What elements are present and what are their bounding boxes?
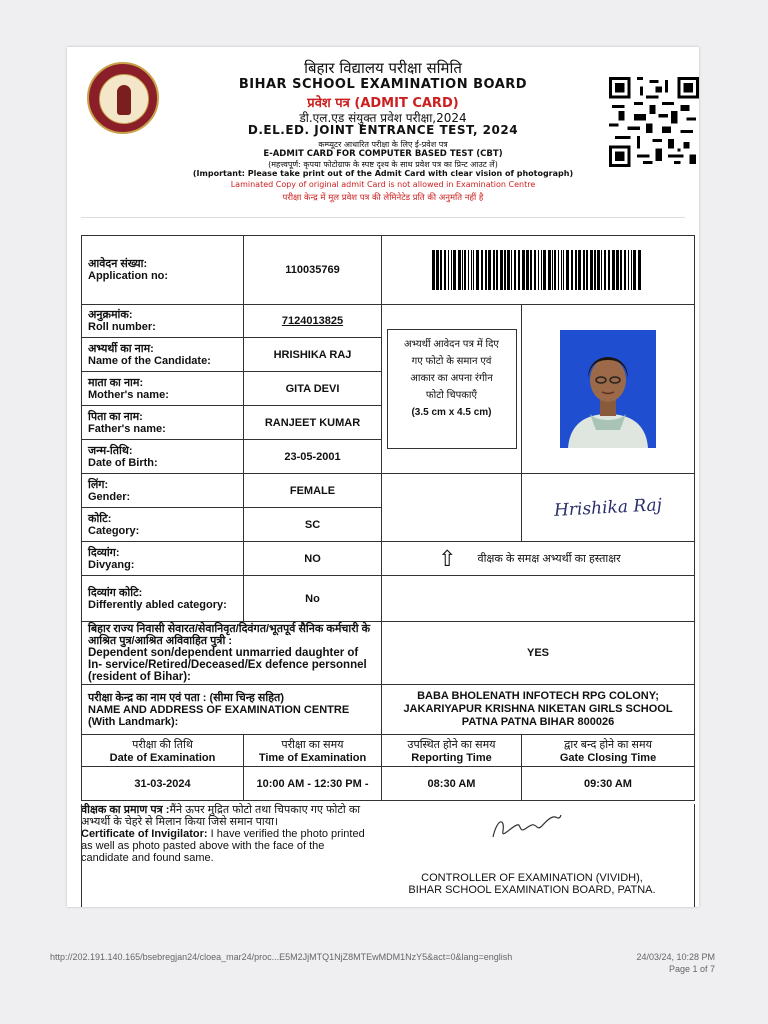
exam-time-value: 10:00 AM - 12:30 PM - — [244, 767, 382, 801]
barcode-bar — [538, 250, 539, 290]
dependent-label: बिहार राज्य निवासी सेवारत/सेवानिवृत/दिवंगत/भूतपूर्व सैनिक कर्मचारी के आश्रित पुत्र/आश्रित अविवाहित पुत्री : Dependent son/dependent unmarried daughter of In- service/Retired/Deceased/Ex defence personnel (resident of Bihar): — [82, 622, 382, 685]
barcode-bar — [493, 250, 495, 290]
category-value: SC — [244, 508, 382, 542]
barcode-bar — [507, 250, 510, 290]
dob-value: 23-05-2001 — [244, 440, 382, 474]
barcode-bar — [541, 250, 542, 290]
invigilator-text-english: I have verified the photo printed as well as photo pasted above with the face of the candidate and found same. — [81, 828, 365, 864]
barcode-bar — [594, 250, 596, 290]
barcode — [428, 248, 648, 292]
barcode-bar — [464, 250, 466, 290]
barcode-bar — [612, 250, 615, 290]
divyang-label: दिव्यांग: Divyang: — [82, 542, 244, 576]
barcode-bar — [597, 250, 600, 290]
barcode-bar — [485, 250, 487, 290]
photo-note-cell — [382, 305, 522, 474]
barcode-bar — [583, 250, 585, 290]
barcode-bar — [575, 250, 577, 290]
exam-date-value: 31-03-2024 — [82, 767, 244, 801]
application-label: आवेदन संख्या: Application no: — [82, 236, 244, 305]
mother-label: माता का नाम: Mother's name: — [82, 372, 244, 406]
controller-line-2: BIHAR SCHOOL EXAMINATION BOARD, PATNA. — [408, 884, 656, 896]
barcode-bar — [638, 250, 641, 290]
divyang-value: NO — [244, 542, 382, 576]
barcode-bar — [504, 250, 506, 290]
barcode-bar — [462, 250, 463, 290]
invigilator-text-hindi: मैंने ऊपर मुद्रित फोटो तथा चिपकाए गए फोटो का अभ्यर्थी के चेहरे से मिलान किया जिसे समान पाया। — [81, 804, 361, 828]
barcode-bar — [552, 250, 553, 290]
barcode-bar — [496, 250, 498, 290]
header-divider — [81, 217, 685, 218]
left-border — [81, 804, 82, 907]
barcode-bar — [481, 250, 483, 290]
barcode-bar — [530, 250, 532, 290]
photo-cell — [522, 305, 695, 474]
important-hindi: (महत्त्वपूर्ण: कृपया फोटोग्राफ के स्पष्ट दृश्य के साथ प्रवेश पत्र का प्रिन्ट आउट लें) — [268, 160, 498, 169]
admit-card-table — [81, 235, 695, 801]
gate-closing-header: द्वार बन्द होने का समय Gate Closing Time — [522, 735, 695, 767]
barcode-bar — [563, 250, 564, 290]
disabled-category-label: दिव्यांग कोटि: Differently abled category: — [82, 576, 244, 622]
dob-label: जन्म-तिथि: Date of Birth: — [82, 440, 244, 474]
barcode-bar — [601, 250, 602, 290]
barcode-bar — [453, 250, 456, 290]
barcode-bar — [534, 250, 536, 290]
barcode-bar — [586, 250, 588, 290]
exam-hindi: डी.एल.एड संयुक्त प्रवेश परीक्षा,2024 — [299, 111, 467, 125]
roll-value: 7124013825 — [244, 305, 382, 338]
footer-url[interactable]: http://202.191.140.165/bsebregjan24/cloea_mar24/proc...E5M2JjMTQ1NjZ8MTEwMDM1NzY5&act=0&lang=english — [50, 952, 513, 962]
controller-signature — [487, 809, 567, 843]
barcode-bar — [633, 250, 636, 290]
barcode-bar — [526, 250, 529, 290]
empty-cell — [382, 576, 695, 622]
signature-instruction-cell — [382, 542, 695, 576]
barcode-bar — [451, 250, 452, 290]
dependent-value: YES — [382, 622, 695, 685]
controller-block — [397, 872, 667, 896]
barcode-bar — [578, 250, 581, 290]
controller-line-1: CONTROLLER OF EXAMINATION (VIVIDH), — [421, 872, 643, 884]
barcode-bar — [554, 250, 556, 290]
barcode-bar — [432, 250, 435, 290]
invigilator-certificate — [81, 804, 368, 864]
board-hindi: बिहार विद्यालय परीक्षा समिति — [304, 59, 462, 77]
right-border — [694, 804, 695, 907]
barcode-bar — [604, 250, 606, 290]
barcode-cell — [382, 236, 695, 305]
father-label: पिता का नाम: Father's name: — [82, 406, 244, 440]
important-english: (Important: Please take print out of the Admit Card with clear vision of photograph) — [192, 169, 574, 178]
barcode-bar — [518, 250, 520, 290]
mother-value: GITA DEVI — [244, 372, 382, 406]
barcode-bar — [548, 250, 551, 290]
reporting-time-header: उपस्थित होने का समय Reporting Time — [382, 735, 522, 767]
barcode-bar — [500, 250, 503, 290]
barcode-bar — [511, 250, 512, 290]
reporting-time-value: 08:30 AM — [382, 767, 522, 801]
application-value: 110035769 — [244, 236, 382, 305]
exam-date-header: परीक्षा की तिथि Date of Examination — [82, 735, 244, 767]
gate-closing-value: 09:30 AM — [522, 767, 695, 801]
centre-label: परीक्षा केन्द्र का नाम एवं पता : (सीमा चिन्ह सहित) NAME AND ADDRESS OF EXAMINATION CENTRE (With Landmark): — [82, 685, 382, 735]
barcode-bar — [566, 250, 569, 290]
barcode-bar — [488, 250, 491, 290]
barcode-bar — [628, 250, 629, 290]
barcode-bar — [631, 250, 632, 290]
laminated-hindi: परीक्षा केन्द्र में मूल प्रवेश पत्र की लेमिनेटेड प्रति की अनुमति नहीं है — [282, 193, 484, 203]
candidate-photo — [560, 330, 656, 448]
laminated-english: Laminated Copy of original admit Card is not allowed in Examination Centre — [230, 180, 536, 189]
barcode-bar — [458, 250, 461, 290]
exam-english: D.EL.ED. JOINT ENTRANCE TEST, 2024 — [247, 123, 519, 137]
barcode-bar — [571, 250, 573, 290]
cbt-hindi: कम्प्यूटर आधारित परीक्षा के लिए ई-प्रवेश पत्र — [318, 140, 448, 149]
exam-time-header: परीक्षा का समय Time of Examination — [244, 735, 382, 767]
footer-datetime: 24/03/24, 10:28 PM — [636, 952, 715, 962]
barcode-bar — [590, 250, 593, 290]
signature-label: वीक्षक के समक्ष अभ्यर्थी का हस्ताक्षर — [477, 552, 621, 565]
barcode-bar — [468, 250, 469, 290]
barcode-bar — [543, 250, 546, 290]
admit-card-title: प्रवेश पत्र (ADMIT CARD) — [307, 96, 459, 111]
admit-card-page — [67, 47, 699, 907]
board-english: BIHAR SCHOOL EXAMINATION BOARD — [238, 77, 528, 92]
barcode-bar — [514, 250, 516, 290]
barcode-bar — [448, 250, 449, 290]
name-value: HRISHIKA RAJ — [244, 338, 382, 372]
barcode-bar — [616, 250, 619, 290]
barcode-bar — [561, 250, 562, 290]
candidate-signature: Hrishika Raj — [553, 494, 663, 521]
centre-address: BABA BHOLENATH INFOTECH RPG COLONY; JAKARIYAPUR KRISHNA NIKETAN GIRLS SCHOOL PATNA PATNA BIHAR 800026 — [382, 685, 695, 735]
barcode-bar — [444, 250, 446, 290]
qr-code — [609, 77, 699, 167]
name-label: अभ्यर्थी का नाम: Name of the Candidate: — [82, 338, 244, 372]
gender-value: FEMALE — [244, 474, 382, 508]
up-arrow-icon: ⇧ — [438, 545, 457, 571]
gender-label: लिंग: Gender: — [82, 474, 244, 508]
roll-label: अनुक्रमांक: Roll number: — [82, 305, 244, 338]
blank-cell — [382, 474, 522, 542]
disabled-category-value: No — [244, 576, 382, 622]
barcode-bar — [473, 250, 474, 290]
barcode-bar — [440, 250, 442, 290]
barcode-bar — [620, 250, 622, 290]
barcode-bar — [436, 250, 439, 290]
barcode-bar — [624, 250, 626, 290]
footer-page: Page 1 of 7 — [668, 964, 715, 974]
signature-cell — [522, 474, 695, 542]
barcode-bar — [608, 250, 610, 290]
barcode-bar — [471, 250, 472, 290]
father-value: RANJEET KUMAR — [244, 406, 382, 440]
photo-note-box: अभ्यर्थी आवेदन पत्र में दिए गए फोटो के समान एवं आकार का अपना रंगीन फोटो चिपकाएँ (3.5 cm x 4.5 cm) — [387, 329, 517, 449]
invigilator-title-hindi: वीक्षक का प्रमाण पत्र : — [81, 804, 170, 816]
category-label: कोटि: Category: — [82, 508, 244, 542]
barcode-bar — [558, 250, 559, 290]
barcode-bar — [476, 250, 479, 290]
barcode-bar — [522, 250, 525, 290]
cbt-english: E-ADMIT CARD FOR COMPUTER BASED TEST (CBT) — [263, 149, 503, 159]
invigilator-title-english: Certificate of Invigilator: — [81, 828, 208, 840]
